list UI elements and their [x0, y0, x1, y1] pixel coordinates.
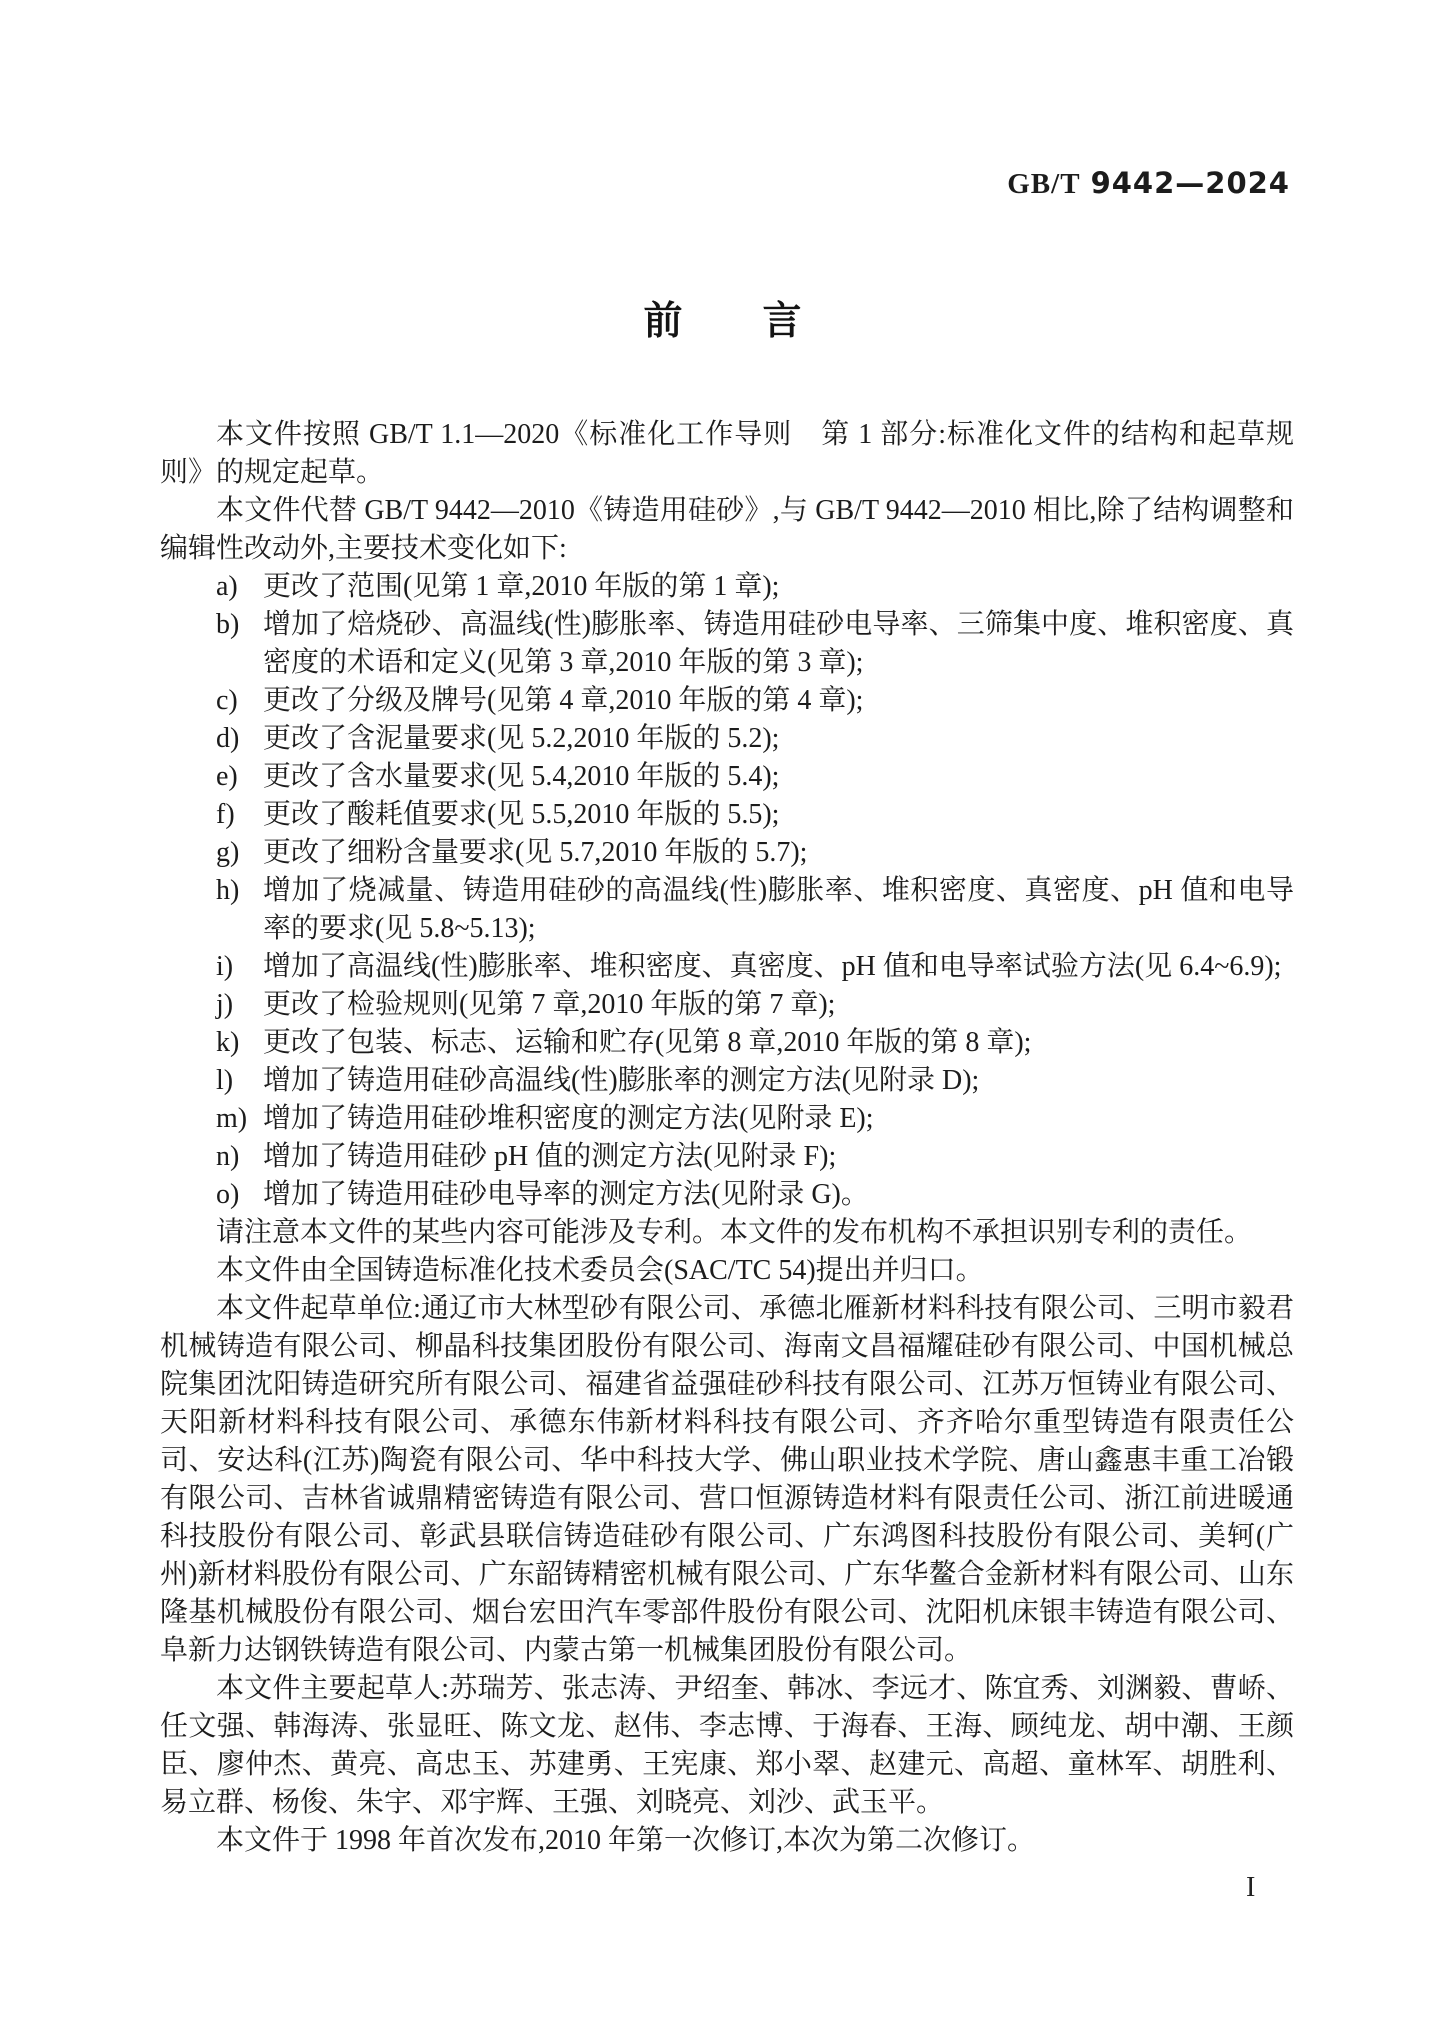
change-label: n)	[216, 1141, 240, 1172]
title-word-1: 前	[643, 299, 683, 344]
change-item-i	[160, 948, 1294, 986]
paragraph-drafting-organizations: 本文件起草单位:通辽市大林型砂有限公司、承德北雁新材料科技有限公司、三明市毅君机械铸造有限公司、柳晶科技集团股份有限公司、海南文昌福耀硅砂有限公司、中国机械总院集团沈阳铸造研究所有限公司、福建省益强硅砂科技有限公司、江苏万恒铸业有限公司、天阳新材料科技有限公司、承德东伟新材料科技有限公司、齐齐哈尔重型铸造有限责任公司、安达科(江苏)陶瓷有限公司、华中科技大学、佛山职业技术学院、唐山鑫惠丰重工冶锻有限公司、吉林省诚鼎精密铸造有限公司、营口恒源铸造材料有限责任公司、浙江前进暖通科技股份有限公司、彰武县联信铸造硅砂有限公司、广东鸿图科技股份有限公司、美轲(广州)新材料股份有限公司、广东韶铸精密机械有限公司、广东华鳌合金新材料有限公司、山东隆基机械股份有限公司、烟台宏田汽车零部件股份有限公司、沈阳机床银丰铸造有限公司、阜新力达钢铁铸造有限公司、内蒙古第一机械集团股份有限公司。	[160, 1293, 1294, 1666]
change-label: j)	[216, 989, 234, 1020]
change-label: o)	[216, 1179, 240, 1210]
change-label: h)	[216, 875, 240, 906]
paragraph-replaces: 本文件代替 GB/T 9442—2010《铸造用硅砂》,与 GB/T 9442—2010 相比,除了结构调整和编辑性改动外,主要技术变化如下:	[160, 495, 1294, 564]
page-title	[0, 290, 1445, 346]
change-item-d	[160, 720, 1294, 758]
paragraph-committee: 本文件由全国铸造标准化技术委员会(SAC/TC 54)提出并归口。	[216, 1255, 984, 1286]
change-label: k)	[216, 1027, 240, 1058]
change-item-n	[160, 1138, 1294, 1176]
change-label: a)	[216, 571, 238, 602]
change-text: 增加了高温线(性)膨胀率、堆积密度、真密度、pH 值和电导率试验方法(见 6.4~6.9);	[263, 951, 1282, 982]
change-text: 更改了包装、标志、运输和贮存(见第 8 章,2010 年版的第 8 章);	[263, 1027, 1032, 1058]
change-item-g	[160, 834, 1294, 872]
change-text: 增加了铸造用硅砂电导率的测定方法(见附录 G)。	[263, 1179, 869, 1210]
change-text: 增加了焙烧砂、高温线(性)膨胀率、铸造用硅砂电导率、三筛集中度、堆积密度、真密度的术语和定义(见第 3 章,2010 年版的第 3 章);	[263, 609, 1294, 678]
change-label: i)	[216, 951, 234, 982]
change-item-m	[160, 1100, 1294, 1138]
change-text: 增加了铸造用硅砂高温线(性)膨胀率的测定方法(见附录 D);	[263, 1065, 980, 1096]
change-text: 更改了酸耗值要求(见 5.5,2010 年版的 5.5);	[263, 799, 780, 830]
page-number: I	[1246, 1872, 1256, 1903]
change-item-f	[160, 796, 1294, 834]
paragraph-drafters: 本文件主要起草人:苏瑞芳、张志涛、尹绍奎、韩冰、李远才、陈宜秀、刘渊毅、曹峤、任文强、韩海涛、张显旺、陈文龙、赵伟、李志博、于海春、王海、顾纯龙、胡中潮、王颜臣、廖仲杰、黄亮、高忠玉、苏建勇、王宪康、郑小翠、赵建元、高超、童林军、胡胜利、易立群、杨俊、朱宇、邓宇辉、王强、刘晓亮、刘沙、武玉平。	[160, 1673, 1294, 1818]
change-text: 增加了铸造用硅砂堆积密度的测定方法(见附录 E);	[263, 1103, 874, 1134]
change-item-a	[160, 568, 1294, 606]
change-item-b	[160, 606, 1294, 682]
change-text: 更改了细粉含量要求(见 5.7,2010 年版的 5.7);	[263, 837, 808, 868]
change-label: m)	[216, 1103, 248, 1134]
change-label: f)	[216, 799, 235, 830]
change-item-j	[160, 986, 1294, 1024]
change-label: d)	[216, 723, 240, 754]
change-item-k	[160, 1024, 1294, 1062]
change-item-h	[160, 872, 1294, 948]
change-text: 增加了烧减量、铸造用硅砂的高温线(性)膨胀率、堆积密度、真密度、pH 值和电导率的要求(见 5.8~5.13);	[263, 875, 1294, 944]
change-text: 增加了铸造用硅砂 pH 值的测定方法(见附录 F);	[263, 1141, 837, 1172]
change-label: e)	[216, 761, 238, 792]
change-text: 更改了范围(见第 1 章,2010 年版的第 1 章);	[263, 571, 780, 602]
change-label: c)	[216, 685, 238, 716]
standard-number-prefix: GB/T	[1007, 168, 1081, 200]
change-text: 更改了含泥量要求(见 5.2,2010 年版的 5.2);	[263, 723, 780, 754]
change-text: 更改了检验规则(见第 7 章,2010 年版的第 7 章);	[263, 989, 836, 1020]
change-text: 更改了含水量要求(见 5.4,2010 年版的 5.4);	[263, 761, 780, 792]
title-word-2: 言	[762, 299, 802, 344]
change-label: l)	[216, 1065, 234, 1096]
paragraph-patent-notice: 请注意本文件的某些内容可能涉及专利。本文件的发布机构不承担识别专利的责任。	[216, 1217, 1253, 1248]
paragraph-basis: 本文件按照 GB/T 1.1—2020《标准化工作导则 第 1 部分:标准化文件的结构和起草规则》的规定起草。	[160, 419, 1294, 488]
change-label: g)	[216, 837, 240, 868]
standard-number	[1007, 166, 1290, 201]
paragraph-revision-history: 本文件于 1998 年首次发布,2010 年第一次修订,本次为第二次修订。	[216, 1825, 1036, 1856]
change-item-l	[160, 1062, 1294, 1100]
change-text: 更改了分级及牌号(见第 4 章,2010 年版的第 4 章);	[263, 685, 864, 716]
standard-number-code: 9442—2024	[1090, 166, 1290, 200]
change-item-c	[160, 682, 1294, 720]
change-item-o	[160, 1176, 1294, 1214]
change-item-e	[160, 758, 1294, 796]
foreword-body	[160, 416, 1294, 1860]
change-label: b)	[216, 609, 240, 640]
